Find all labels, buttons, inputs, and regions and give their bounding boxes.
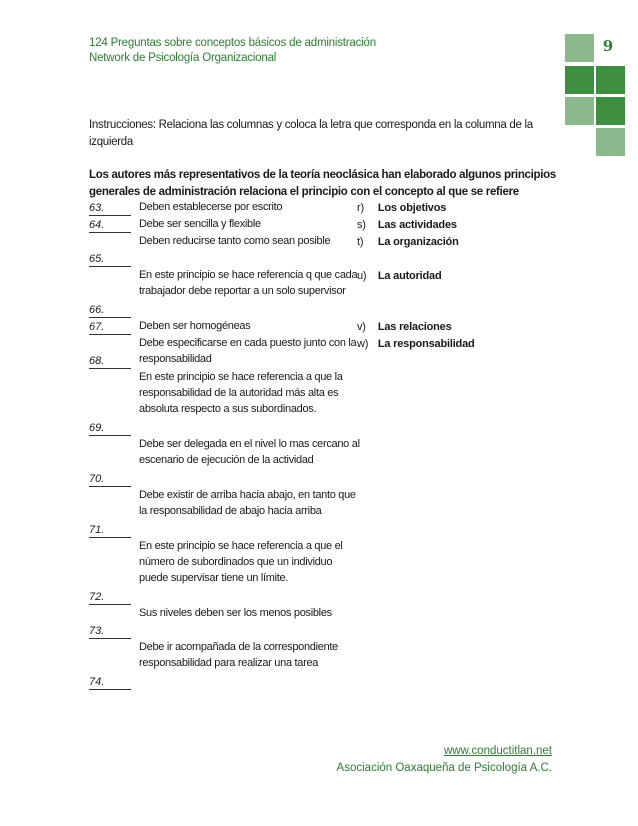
question-number-blank[interactable]: 66. bbox=[89, 304, 131, 318]
header-title bbox=[89, 36, 376, 66]
question-number-blank[interactable]: 64. bbox=[89, 219, 131, 233]
question-text: Sus niveles deben ser los menos posibles bbox=[139, 607, 332, 619]
question-row bbox=[89, 200, 359, 216]
question-text: En este principio se hace referencia a que el número de subordinados que un individuo puede supervisar tiene un límite. bbox=[139, 540, 343, 584]
answer-label: Los objetivos bbox=[377, 202, 447, 214]
answer-option bbox=[357, 269, 441, 284]
question-number-blank[interactable]: 69. bbox=[89, 422, 131, 436]
decorative-square bbox=[596, 97, 625, 125]
question-number-blank[interactable]: 74. bbox=[89, 676, 131, 690]
question-text: En este principio se hace referencia a que la responsabilidad de la autoridad más alta es absoluta respecto a sus subordinados. bbox=[139, 371, 343, 415]
question-number-blank[interactable]: 70. bbox=[89, 473, 131, 487]
answer-letter: r) bbox=[357, 202, 364, 214]
question-row bbox=[89, 217, 359, 233]
question-row bbox=[89, 488, 359, 538]
question-row bbox=[89, 437, 359, 487]
decorative-square bbox=[565, 97, 594, 125]
page-number: 9 bbox=[602, 37, 614, 55]
question-row bbox=[89, 336, 359, 369]
question-row bbox=[89, 234, 359, 267]
question-text: Debe ser delegada en el nivel lo mas cercano al escenario de ejecución de la actividad bbox=[139, 438, 360, 466]
decorative-square bbox=[565, 34, 594, 62]
instructions-text: Instrucciones: Relaciona las columnas y coloca la letra que corresponda en la columna de la izquierda bbox=[89, 119, 533, 148]
footer-link[interactable]: www.conductitlan.net bbox=[443, 745, 552, 757]
question-row bbox=[89, 606, 359, 639]
question-number-blank[interactable]: 65. bbox=[89, 253, 131, 267]
question-number-blank[interactable]: 63. bbox=[89, 202, 131, 216]
answer-label: La organización bbox=[377, 236, 459, 248]
answer-option bbox=[357, 320, 452, 335]
answer-label: La autoridad bbox=[377, 270, 442, 282]
answer-label: Las actividades bbox=[377, 219, 457, 231]
answer-letter: w) bbox=[357, 338, 369, 350]
question-row bbox=[89, 370, 359, 436]
question-text: Debe ser sencilla y flexible bbox=[139, 218, 261, 230]
question-number-blank[interactable]: 71. bbox=[89, 524, 131, 538]
answer-letter: u) bbox=[357, 270, 367, 282]
decorative-square bbox=[596, 66, 625, 94]
answer-letter: v) bbox=[357, 321, 366, 333]
question-number-blank[interactable]: 67. bbox=[89, 321, 131, 335]
decorative-square bbox=[596, 128, 625, 156]
question-row bbox=[89, 319, 359, 335]
answer-option bbox=[357, 201, 446, 216]
answer-option bbox=[357, 235, 459, 250]
question-row bbox=[89, 539, 359, 605]
question-text: Debe existir de arriba hacia abajo, en tanto que la responsabilidad de abajo hacia arriba bbox=[139, 489, 356, 517]
intro-text: Los autores más representativos de la teoría neoclásica han elaborado algunos principios generales de administración relaciona el principio con el concepto al que se refiere bbox=[89, 169, 556, 198]
answer-label: Las relaciones bbox=[377, 321, 452, 333]
decorative-square bbox=[565, 66, 594, 94]
answer-letter: s) bbox=[357, 219, 366, 231]
question-number-blank[interactable]: 68. bbox=[89, 355, 131, 369]
question-number-blank[interactable]: 73. bbox=[89, 625, 131, 639]
question-text: Deben ser homogéneas bbox=[139, 320, 251, 332]
answer-label: La responsabilidad bbox=[377, 338, 475, 350]
question-number-blank[interactable]: 72. bbox=[89, 591, 131, 605]
answer-option bbox=[357, 218, 457, 233]
answer-letter: t) bbox=[357, 236, 364, 248]
footer-org: Asociación Oaxaqueña de Psicología A.C. bbox=[336, 762, 552, 774]
header-title-line1: 124 Preguntas sobre conceptos básicos de administración bbox=[89, 37, 376, 49]
question-text: Deben establecerse por escrito bbox=[139, 201, 283, 213]
question-text: Debe ir acompañada de la correspondiente responsabilidad para realizar una tarea bbox=[139, 641, 338, 669]
question-row bbox=[89, 268, 359, 318]
question-text: Deben reducirse tanto como sean posible bbox=[139, 235, 331, 247]
question-text: En este principio se hace referencia q que cada trabajador debe reportar a un solo supervisor bbox=[139, 269, 358, 297]
question-text: Debe especificarse en cada puesto junto con la responsabilidad bbox=[139, 337, 357, 365]
answer-option bbox=[357, 337, 475, 352]
header-title-line2: Network de Psicología Organizacional bbox=[89, 52, 277, 64]
question-row bbox=[89, 640, 359, 690]
